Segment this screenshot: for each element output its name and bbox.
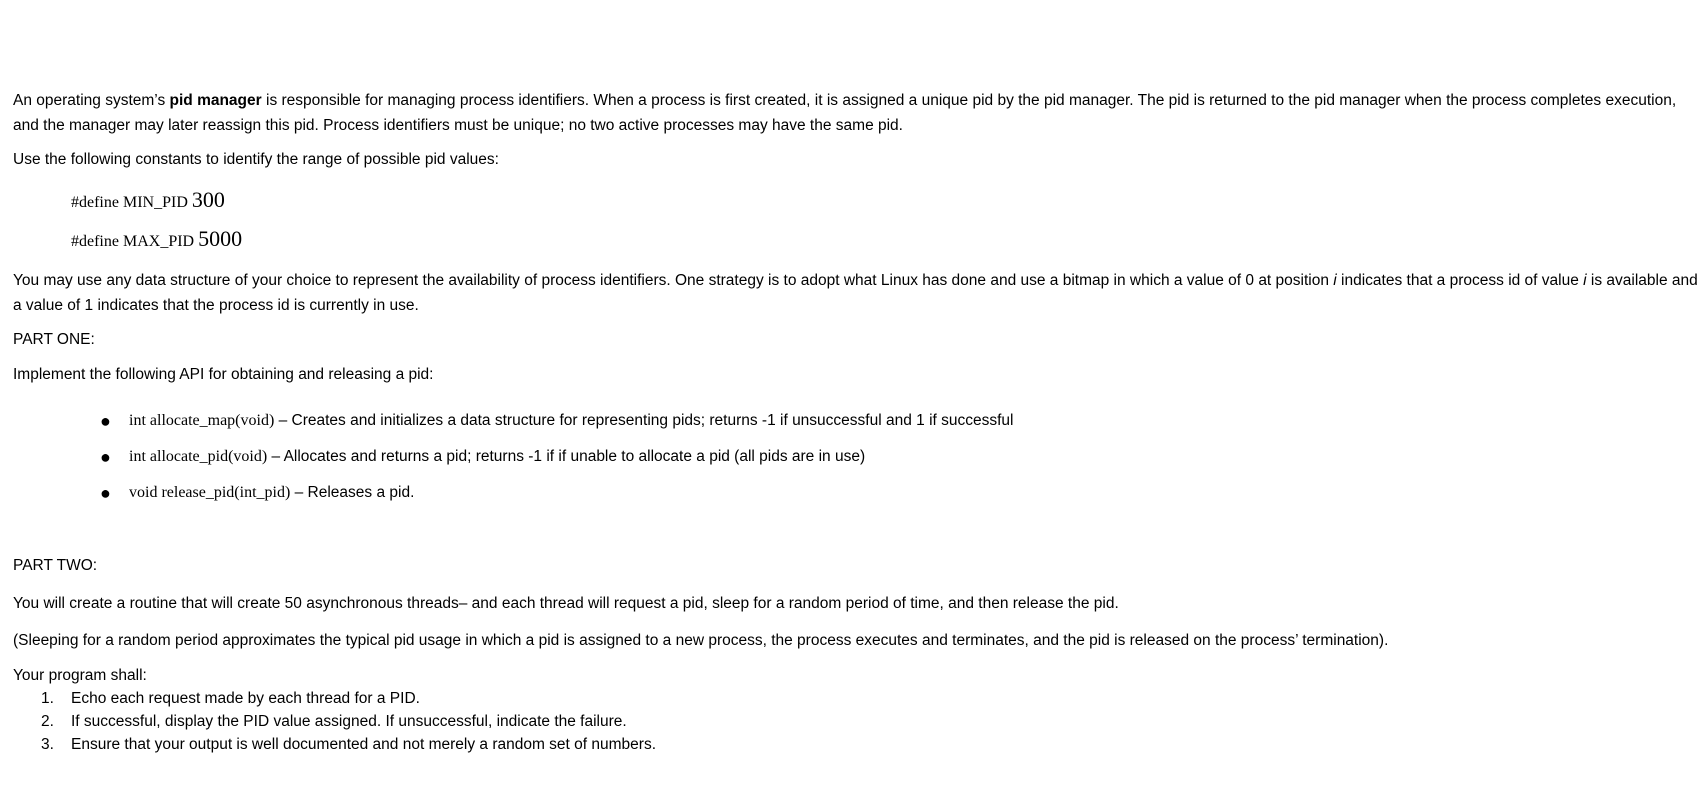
- intro-text-after: is responsible for managing process identifiers. When a process is first created, it is assigned a unique pid by the pid manager. The pid is returned to the pid manager when the process completes execution, and the manager may later reassign this pid. Process identifiers must be unique; no two active processes may have the same pid.: [13, 92, 1677, 134]
- bullet-icon: ●: [100, 447, 111, 467]
- define-min-value: 300: [191, 187, 225, 212]
- define-min-pid: [71, 182, 1698, 221]
- availability-paragraph: [13, 268, 1698, 318]
- api-description: – Releases a pid.: [290, 484, 415, 501]
- define-block: [71, 182, 1698, 260]
- availability-var1: i: [1333, 272, 1337, 289]
- api-description: – Creates and initializes a data structure for representing pids; returns -1 if unsuccessful and 1 if successful: [274, 412, 1014, 429]
- api-signature: int allocate_pid(void): [129, 448, 268, 465]
- requirement-item: [13, 733, 1698, 756]
- api-item-allocate-pid: [13, 439, 1698, 475]
- requirements-list: [13, 687, 1698, 756]
- requirement-number: 1.: [41, 690, 54, 707]
- requirement-item: [13, 710, 1698, 733]
- api-item-allocate-map: [13, 403, 1698, 439]
- availability-part3: is available and a value of 1 indicates that the process id is currently in use.: [13, 272, 1698, 314]
- part-two-heading: PART TWO:: [13, 557, 98, 574]
- requirement-number: 3.: [41, 736, 54, 753]
- constants-intro: Use the following constants to identify the range of possible pid values:: [13, 151, 499, 168]
- requirement-text: Echo each request made by each thread for a PID.: [71, 690, 420, 707]
- api-signature: void release_pid(int_pid): [129, 484, 291, 501]
- intro-paragraph: [13, 88, 1698, 138]
- api-item-release-pid: [13, 475, 1698, 511]
- implement-intro: Implement the following API for obtaining and releasing a pid:: [13, 366, 434, 383]
- define-max-pid: [71, 221, 1698, 260]
- availability-var2: i: [1583, 272, 1587, 289]
- requirement-text: If successful, display the PID value assigned. If unsuccessful, indicate the failure.: [71, 713, 627, 730]
- intro-bold-term: pid manager: [169, 92, 262, 109]
- api-signature: int allocate_map(void): [129, 412, 275, 429]
- requirement-item: [13, 687, 1698, 710]
- availability-part1: You may use any data structure of your choice to represent the availability of process identifiers. One strategy is to adopt what Linux has done and use a bitmap in which a value of 0 at position: [13, 272, 1334, 289]
- sleep-note-paragraph: (Sleeping for a random period approximates the typical pid usage in which a pid is assigned to a new process, the process executes and terminates, and the pid is released on the process’ termination).: [13, 632, 1389, 649]
- bullet-icon: ●: [100, 483, 111, 503]
- define-max-value: 5000: [198, 226, 243, 251]
- define-min-prefix: #define MIN_PID: [71, 194, 192, 211]
- requirement-text: Ensure that your output is well documented and not merely a random set of numbers.: [71, 736, 657, 753]
- intro-text-before: An operating system’s: [13, 92, 170, 109]
- program-shall-heading: Your program shall:: [13, 667, 147, 684]
- api-description: – Allocates and returns a pid; returns -1 if if unable to allocate a pid (all pids are in use): [267, 448, 866, 465]
- api-list: [13, 403, 1698, 511]
- requirement-number: 2.: [41, 713, 54, 730]
- availability-part2: indicates that a process id of value: [1336, 272, 1584, 289]
- create-routine-paragraph: You will create a routine that will create 50 asynchronous threads– and each thread will request a pid, sleep for a random period of time, and then release the pid.: [13, 595, 1119, 612]
- bullet-icon: ●: [100, 411, 111, 431]
- define-max-prefix: #define MAX_PID: [71, 233, 199, 250]
- part-one-heading: PART ONE:: [13, 331, 95, 348]
- document-page: [13, 88, 1698, 756]
